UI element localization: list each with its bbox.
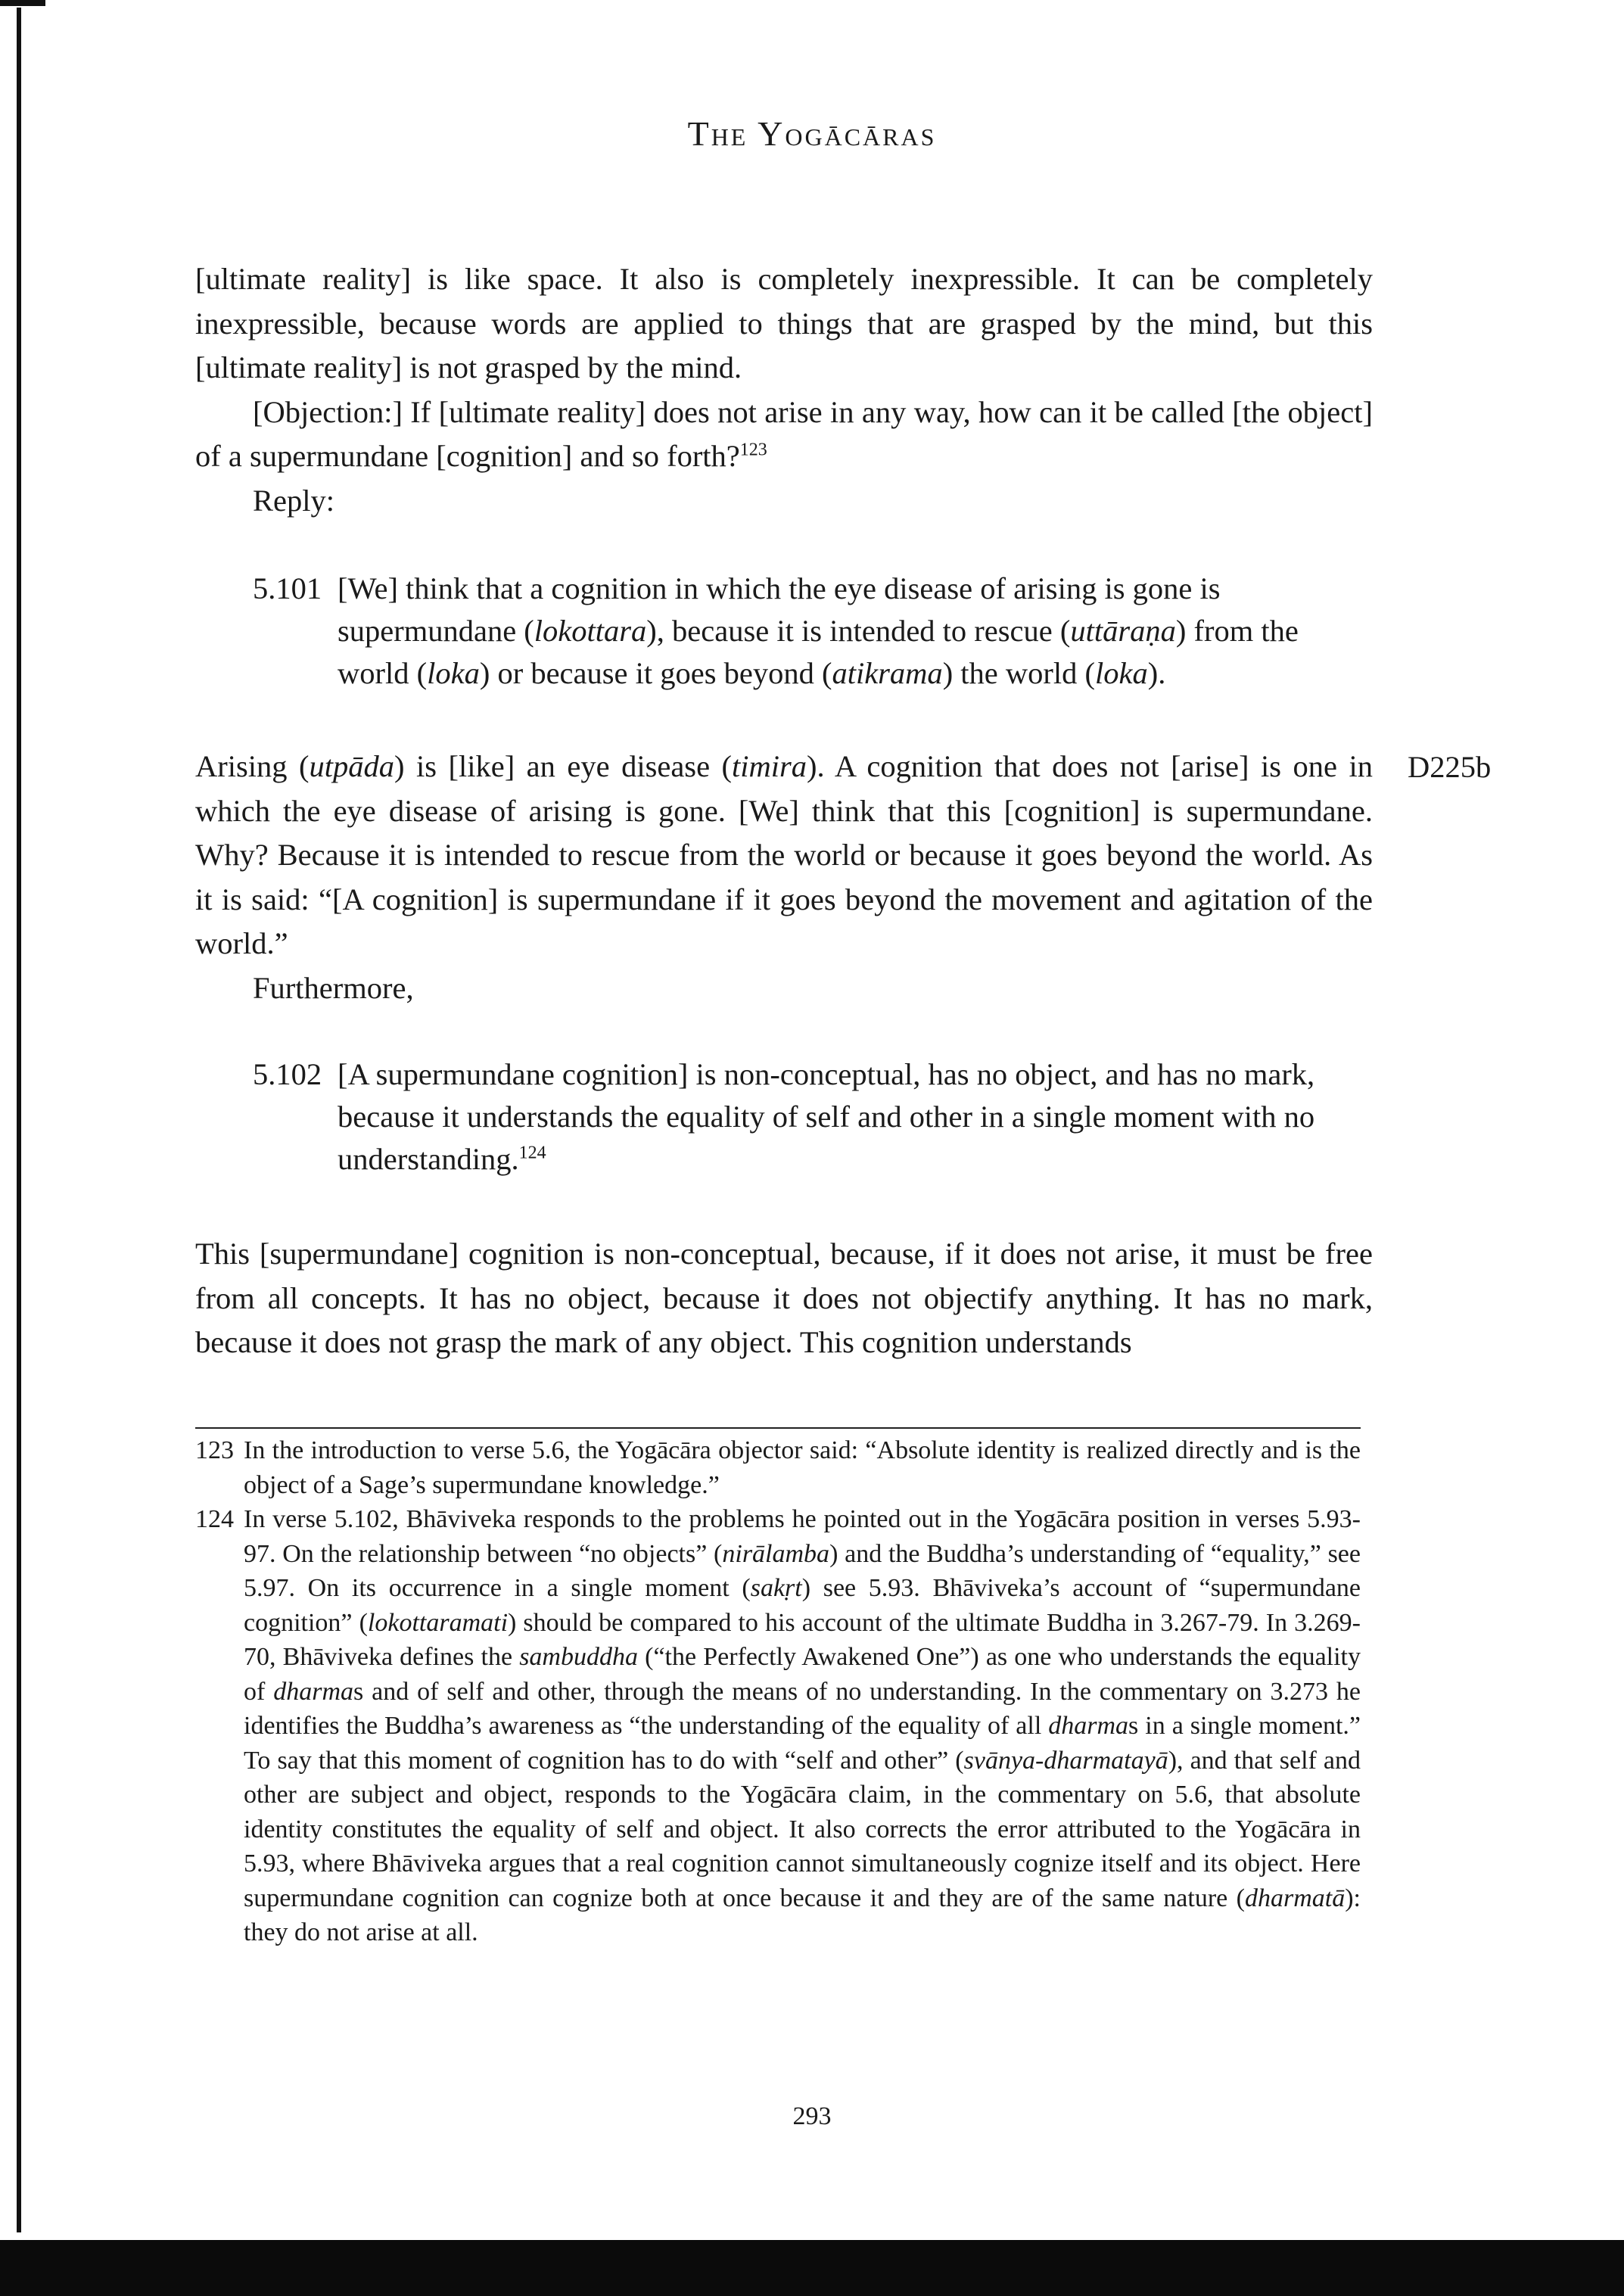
verse-number: 5.101 xyxy=(253,571,322,605)
term-loka: loka xyxy=(1095,656,1148,690)
reply-label: Reply: xyxy=(253,483,334,518)
paragraph-3: This [supermundane] cognition is non-conceptual, because, if it does not arise, it must be free from all concepts. It has no object, because it does not objectify anything. It has no mark, because it does not grasp the mark of any object. This cognition understands xyxy=(195,1237,1373,1359)
term-timira: timira xyxy=(732,749,807,783)
furthermore-label: Furthermore, xyxy=(253,970,414,1005)
verse-5-101 xyxy=(253,568,1327,695)
objection-text: [Objection:] If [ultimate reality] does not arise in any way, how can it be called [the object] of a supermundane [cognition] and so forth? xyxy=(195,394,1373,473)
verse-number: 5.102 xyxy=(253,1057,322,1091)
paragraph-2: Arising (utpāda) is [like] an eye disease (timira). A cognition that does not [arise] is one in which the eye disease of arising is gone. [We] think that this [cognition] is supermundane. Why? Because it is intended to rescue from the world or because it goes beyond the world. As it is said: “[A cognition] is supermundane if it goes beyond the movement and agitation of the world.” xyxy=(195,749,1373,960)
footnote-rule xyxy=(195,1427,1361,1429)
footnote-number: 124 xyxy=(195,1505,234,1533)
paragraph-1: [ultimate reality] is like space. It also is completely inexpressible. It can be completely inexpressible, because words are applied to things that are grasped by the mind, but this [ultimate reality] is not grasped by the mind. xyxy=(195,262,1373,384)
term-uttarana: uttāraṇa xyxy=(1070,614,1176,648)
scan-bottom-edge xyxy=(0,2240,1624,2296)
footnotes xyxy=(195,1433,1361,1950)
footnote-124: 124 In verse 5.102, Bhāviveka responds to the problems he pointed out in the Yogācāra position in verses 5.93-97. On the relationship between “no objects” (nirālamba) and the Buddha’s understanding of “equality,” see 5.97. On its occurrence in a single moment (sakṛt) see 5.93. Bhāviveka’s account of “supermundane cognition” (lokottaramati) should be compared to his account of the ultimate Buddha in 3.267-79. In 3.269-70, Bhāviveka defines the sambuddha (“the Perfectly Awakened One”) as one who understands the equality of dharmas and of self and other, through the means of no understanding. In the commentary on 3.273 he identifies the Buddha’s awareness as “the understanding of the equality of all dharmas in a single moment.” To say that this moment of cognition has to do with “self and other” (svānya-dharmatayā), and that self and other are subject and object, responds to the Yogācāra claim, in the commentary on 5.6, that absolute identity constitutes the equality of self and object. It also corrects the error attributed to the Yogācāra in 5.93, where Bhāviveka argues that a real cognition cannot simultaneously cognize itself and its object. Here supermundane cognition can cognize both at once because it and they are of the same nature (dharmatā): they do not arise at all. xyxy=(195,1502,1361,1950)
objection-paragraph xyxy=(195,390,1373,479)
verse-body: [We] think that a cognition in which the eye disease of arising is gone is supermundane (lokottara), because it is intended to rescue (uttāraṇa) from the world (loka) or because it goes beyond (atikrama) the world (loka). xyxy=(338,571,1299,690)
term-loka: loka xyxy=(427,656,480,690)
running-head: The Yogācāras xyxy=(687,114,937,153)
term-atikrama: atikrama xyxy=(832,656,943,690)
spine-line xyxy=(17,8,21,2232)
term-lokottara: lokottara xyxy=(534,614,647,648)
body-text-bottom xyxy=(195,1232,1373,1365)
footnote-123: 123 In the introduction to verse 5.6, the Yogācāra objector said: “Absolute identity is realized directly and is the object of a Sage’s supermundane knowledge.” xyxy=(195,1433,1361,1502)
body-text-top xyxy=(195,257,1373,523)
verse-5-102 xyxy=(253,1053,1327,1181)
spine-corner-mark xyxy=(0,0,45,6)
footnote-ref-123[interactable]: 123 xyxy=(739,440,767,460)
page-number: 293 xyxy=(792,2102,832,2130)
footnote-number: 123 xyxy=(195,1436,234,1464)
footnote-ref-124[interactable]: 124 xyxy=(518,1143,546,1163)
margin-reference: D225b xyxy=(1408,750,1492,784)
body-text-middle xyxy=(195,745,1373,1010)
verse-body: [A supermundane cognition] is non-conceptual, has no object, and has no mark, because it understands the equality of self and other in a single moment with no understanding.$^{124}$ xyxy=(338,1057,1315,1176)
term-utpada: utpāda xyxy=(309,749,394,783)
page-spine-edge xyxy=(0,0,27,2240)
